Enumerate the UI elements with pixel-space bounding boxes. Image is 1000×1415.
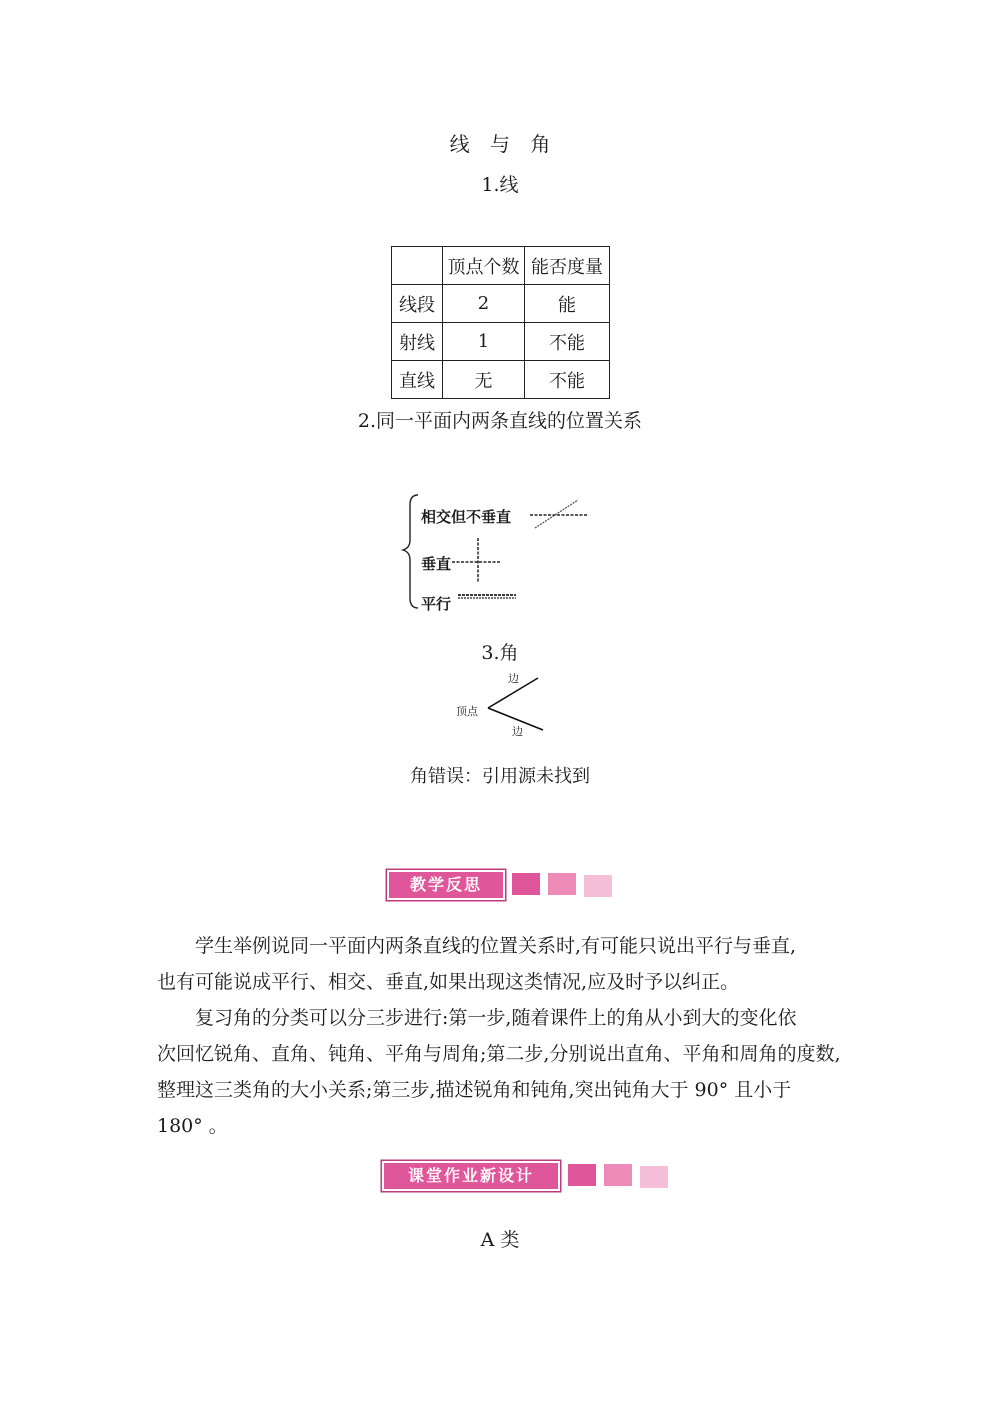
table-header-cell: 顶点个数 <box>443 247 525 285</box>
table-row <box>392 323 610 361</box>
table-row <box>392 361 610 399</box>
angle-side-top-label: 边 <box>508 672 519 685</box>
table-cell: 不能 <box>525 361 610 399</box>
reflection-line: 整理这三类角的大小关系;第三步,描述锐角和钝角,突出钝角大于 90° 且小于 <box>157 1079 792 1101</box>
table-cell: 无 <box>443 361 525 399</box>
lines-table <box>391 246 610 399</box>
table-cell: 线段 <box>392 285 443 323</box>
table-cell: 1 <box>443 323 525 361</box>
angle-vertex-label: 顶点 <box>456 705 478 718</box>
section-heading-lines: 1.线 <box>481 174 519 196</box>
reflection-line: 次回忆锐角、直角、钝角、平角与周角;第二步,分别说出直角、平角和周角的度数, <box>157 1043 841 1065</box>
label-perpendicular: 垂直 <box>421 555 452 573</box>
banner-square-1 <box>512 873 540 895</box>
table-header-cell: 能否度量 <box>525 247 610 285</box>
table-header-row <box>392 247 610 285</box>
reference-error-text: 角错误：引用源未找到 <box>410 766 590 787</box>
class-a-heading: A 类 <box>480 1229 520 1251</box>
banner-square-3 <box>584 875 612 897</box>
table-cell: 直线 <box>392 361 443 399</box>
table-row <box>392 285 610 323</box>
banner-classwork-design: 课堂作业新设计 <box>382 1161 560 1191</box>
table-cell: 射线 <box>392 323 443 361</box>
reflection-line: 复习角的分类可以分三步进行:第一步,随着课件上的角从小到大的变化依 <box>195 1007 797 1029</box>
banner-square-1 <box>568 1164 596 1186</box>
banner-teaching-reflection: 教学反思 <box>387 870 505 900</box>
reflection-line: 学生举例说同一平面内两条直线的位置关系时,有可能只说出平行与垂直, <box>195 935 797 957</box>
section-heading-positions: 2.同一平面内两条直线的位置关系 <box>357 410 643 432</box>
label-intersect: 相交但不垂直 <box>421 508 512 526</box>
banner-square-2 <box>548 873 576 895</box>
reflection-line: 180° 。 <box>157 1115 228 1137</box>
table-header-cell <box>392 247 443 285</box>
table-cell: 不能 <box>525 323 610 361</box>
label-parallel: 平行 <box>421 595 452 613</box>
reflection-paragraph <box>157 928 857 1144</box>
banner-square-2 <box>604 1164 632 1186</box>
page-title: 线 与 角 <box>449 132 551 156</box>
angle-side-bottom-label: 边 <box>512 725 523 738</box>
brace-icon <box>403 495 418 608</box>
section-heading-angle: 3.角 <box>481 642 519 664</box>
banner-square-3 <box>640 1166 668 1188</box>
intersect-line-diagonal <box>535 500 578 528</box>
table-cell: 2 <box>443 285 525 323</box>
table-cell: 能 <box>525 285 610 323</box>
reflection-line: 也有可能说成平行、相交、垂直,如果出现这类情况,应及时予以纠正。 <box>157 971 740 993</box>
